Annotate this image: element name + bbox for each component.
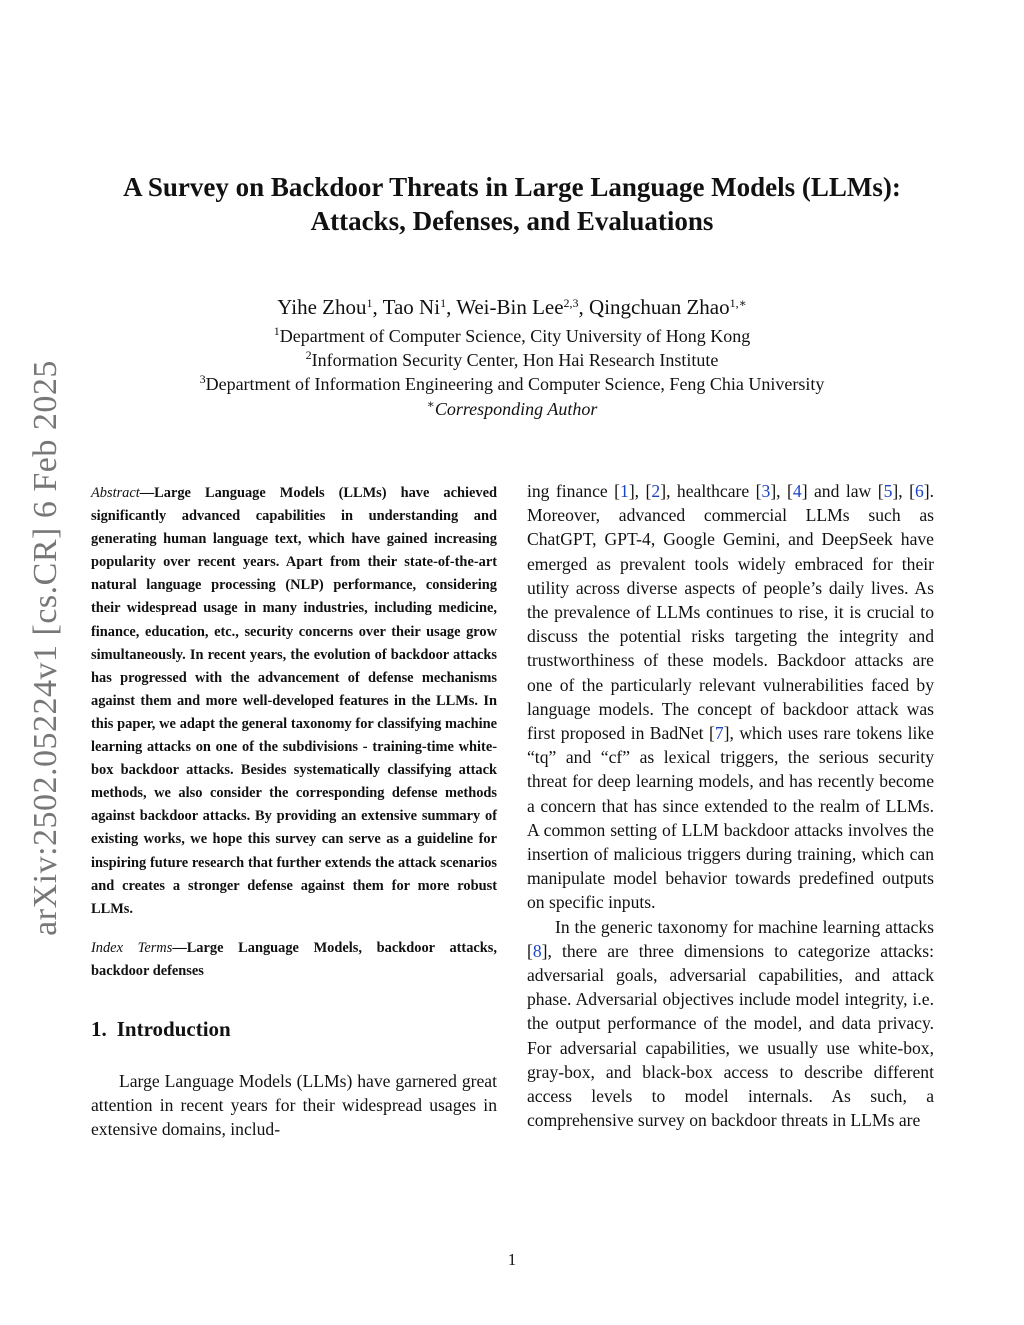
text-run: In the generic taxonomy for machine learning attacks bbox=[555, 916, 934, 937]
text-run: ing finance bbox=[527, 481, 615, 501]
author-name: Yihe Zhou bbox=[277, 295, 367, 319]
left-column bbox=[91, 482, 497, 1141]
citation-link[interactable]: 4 bbox=[792, 481, 802, 501]
intro-paragraph-2: In the generic taxonomy for machine learning attacks [8], there are three dimensions to categorize attacks: adversarial goals, adversarial capabilities, and attack phase. Adversarial objectives include model integrity, i.e. the output performance of the model, and data privacy. For adversarial capabilities, we usually use white-box, gray-box, and black-box access to describe different access levels to model internals. As such, a comprehensive survey on backdoor threats in LLMs are bbox=[527, 916, 934, 1131]
affil-text: Department of Computer Science, City University of Hong Kong bbox=[279, 326, 751, 346]
author-name: Wei-Bin Lee bbox=[456, 295, 564, 319]
author-sup: 1 bbox=[366, 296, 373, 310]
right-column bbox=[527, 479, 934, 1132]
text-run: , there are three dimensions to categorize attacks: adversarial goals, adversarial capabilities, and attack phase. Adversarial objectives include model integrity, i.e. the output performance of the model, and data privacy. For adversarial capabilities, we usually use white-box, gray-box, and black-box access to describe different access levels to model internals. As such, a comprehensive survey on backdoor threats in LLMs are bbox=[527, 940, 934, 1131]
citation-link[interactable]: 7 bbox=[714, 723, 724, 744]
author-sup: 2,3 bbox=[563, 296, 579, 310]
text-run: and law bbox=[807, 481, 878, 501]
intro-paragraph-1-cont: ing finance [1], [2], healthcare [3], [4] and law [5], [6]. Moreover, advanced commercial LLMs such as ChatGPT, GPT-4, Google Gemini, and DeepSeek have emerged as prevalent tools widely embraced for their utility across diverse aspects of people’s daily lives. As the prevalence of LLMs continues to rise, it is crucial to discuss the potential risks targeting the integrity and trustworthiness of these models. Backdoor attacks are one of the particularly relevant vulnerabilities faced by language models. The concept of backdoor attack was first proposed in BadNet [7], which uses rare tokens like “tq” and “cf” as lexical triggers, the serious security threat for deep learning models, and has recently become a concern that has since extended to the realm of LLMs. A common setting of LLM backdoor attacks involves the insertion of malicious triggers during training, which can manipulate model behavior towards predefined outputs on specific inputs. bbox=[527, 481, 935, 913]
affiliation-1 bbox=[80, 324, 944, 348]
index-terms-dash: — bbox=[172, 939, 187, 956]
affil-sup: 1 bbox=[273, 324, 280, 338]
section-heading bbox=[91, 1015, 497, 1043]
author-list: Yihe Zhou$^1$, Tao Ni$^1$, Wei-Bin Lee$^{2,3}$, Qingchuan Zhao$^{1,∗}$ bbox=[277, 295, 747, 319]
page-number: 1 bbox=[507, 1250, 517, 1269]
index-terms bbox=[91, 937, 497, 983]
text-run: , which uses rare tokens like “tq” and “cf” as lexical triggers, the serious security threat for deep learning models, and has recently become a concern that has since extended to the realm of LLMs. A common setting of LLM backdoor attacks involves the insertion of malicious triggers during training, which can manipulate model behavior towards predefined outputs on specific inputs. bbox=[527, 723, 934, 913]
section-title: Introduction bbox=[116, 1016, 231, 1041]
abstract-text: Large Language Models (LLMs) have achieved significantly advanced capabilities in understanding and generating human language text, which have gained increasing popularity over recent years. Apart from their state-of-the-art natural language processing (NLP) performance, considering their widespread usage in many industries, including medicine, finance, education, etc., security concerns over their usage grow simultaneously. In recent years, the evolution of backdoor attacks has progressed with the advancement of defense mechanisms against them and more well-developed features in the LLMs. In this paper, we adapt the general taxonomy for classifying machine learning attacks on one of the subdivisions - training-time white-box backdoor attacks. Besides systematically classifying attack methods, we also consider the corresponding defense methods against backdoor attacks. By providing an extensive summary of existing works, we hope this survey can serve as a guideline for inspiring future research that further extends the attack scenarios and creates a stronger defense against them for more robust LLMs. bbox=[91, 485, 497, 917]
intro-paragraph-1-start: Large Language Models (LLMs) have garnered great attention in recent years for their widespread usages in extensive domains, includ- bbox=[91, 1070, 497, 1140]
text-run: . Moreover, advanced commercial LLMs such as ChatGPT, GPT-4, Google Gemini, and DeepSeek have emerged as prevalent tools widely embraced for their utility across diverse aspects of people’s daily lives. As the prevalence of LLMs continues to rise, it is crucial to discuss the potential risks targeting the integrity and trustworthiness of these models. Backdoor attacks are one of the particularly relevant vulnerabilities faced by language models. The concept of backdoor attack was first proposed in BadNet bbox=[527, 481, 935, 744]
affiliation-3 bbox=[80, 372, 944, 396]
title-line-2: Attacks, Defenses, and Evaluations bbox=[310, 206, 714, 236]
citation-link[interactable]: 8 bbox=[532, 940, 542, 961]
author-name: Qingchuan Zhao bbox=[589, 295, 730, 319]
author-sup: 1 bbox=[440, 296, 447, 310]
title-line-1: A Survey on Backdoor Threats in Large Language Models (LLMs): bbox=[123, 172, 901, 202]
affil-text: Department of Information Engineering and Computer Science, Feng Chia University bbox=[205, 374, 825, 394]
citation-link[interactable]: 3 bbox=[761, 481, 771, 501]
corresponding-author-note bbox=[80, 397, 944, 421]
affil-sup: 3 bbox=[199, 372, 206, 386]
author-sup: 1,∗ bbox=[729, 296, 747, 310]
citation-link[interactable]: 2 bbox=[651, 481, 661, 501]
citation-link[interactable]: 5 bbox=[883, 481, 893, 501]
paper-title bbox=[80, 170, 944, 238]
affil-sup: 2 bbox=[305, 348, 312, 362]
index-terms-text: Large Language Models, backdoor attacks, backdoor defenses bbox=[91, 939, 498, 979]
affil-text: Corresponding Author bbox=[434, 399, 598, 419]
text-run: , healthcare bbox=[666, 481, 756, 501]
section-number: 1. bbox=[91, 1016, 107, 1041]
affil-sup: ∗ bbox=[426, 397, 435, 411]
arxiv-stamp: arXiv:2502.05224v1 [cs.CR] 6 Feb 2025 bbox=[27, 360, 64, 936]
affiliation-2 bbox=[80, 348, 944, 372]
abstract bbox=[91, 482, 497, 921]
citation-link[interactable]: 1 bbox=[620, 481, 629, 501]
abstract-dash: — bbox=[139, 485, 155, 501]
affil-text: Information Security Center, Hon Hai Research Institute bbox=[311, 350, 719, 370]
index-terms-label: Index Terms bbox=[91, 939, 173, 956]
author-name: Tao Ni bbox=[382, 295, 441, 319]
citation-link[interactable]: 6 bbox=[914, 481, 924, 501]
abstract-label: Abstract bbox=[91, 485, 140, 501]
